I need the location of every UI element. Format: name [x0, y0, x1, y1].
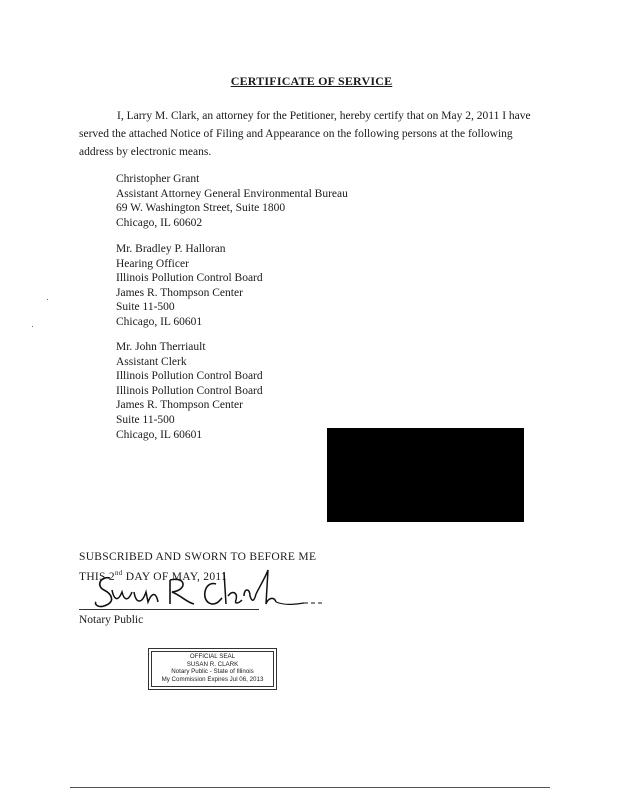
seal-line: OFFICIAL SEAL — [189, 653, 236, 660]
address-line: Illinois Pollution Control Board — [116, 370, 263, 383]
address-line: 69 W. Washington Street, Suite 1800 — [116, 202, 286, 215]
recipient-block-1 — [116, 172, 348, 230]
sworn-date-ordinal: nd — [114, 569, 123, 577]
seal-inner-border — [151, 651, 274, 687]
address-line: James R. Thompson Center — [116, 286, 243, 299]
page-bottom-rule — [70, 787, 550, 788]
scan-speck — [32, 326, 33, 327]
address-line: Assistant Attorney General Environmental Bureau — [116, 187, 348, 200]
redaction-block — [327, 428, 524, 522]
address-line: Suite 11-500 — [116, 301, 175, 314]
address-line: Assistant Clerk — [116, 355, 187, 368]
scan-speck — [47, 299, 48, 300]
seal-line: Notary Public - State of Illinois — [171, 668, 254, 676]
address-line: Mr. John Therriault — [116, 341, 206, 353]
address-line: Illinois Pollution Control Board — [116, 384, 263, 397]
address-line: Chicago, IL 60601 — [116, 315, 203, 328]
recipient-block-2 — [116, 242, 263, 330]
recipient-block-3 — [116, 340, 263, 442]
signature-line — [79, 609, 259, 610]
address-line: Hearing Officer — [116, 257, 189, 270]
address-line: Chicago, IL 60602 — [116, 216, 203, 229]
official-seal-stamp — [148, 648, 277, 690]
address-line: James R. Thompson Center — [116, 399, 243, 412]
sworn-date-prefix: THIS 2 — [79, 570, 115, 583]
address-line: Suite 11-500 — [116, 413, 175, 426]
seal-line: SUSAN R. CLARK — [186, 660, 239, 668]
address-line: Mr. Bradley P. Halloran — [116, 243, 226, 255]
address-line: Christopher Grant — [116, 173, 200, 185]
seal-line: My Commission Expires Jul 06, 2013 — [161, 675, 264, 683]
certification-paragraph: I, Larry M. Clark, an attorney for the Petitioner, hereby certify that on May 2, 2011 I have served the attached Notice of Filing and Appearance on the following persons at the following address by electronic means. — [79, 110, 531, 158]
notary-label: Notary Public — [79, 614, 144, 626]
address-line: Illinois Pollution Control Board — [116, 272, 263, 285]
address-line: Chicago, IL 60601 — [116, 428, 203, 441]
document-title: CERTIFICATE OF SERVICE — [230, 74, 393, 88]
sworn-line-1: SUBSCRIBED AND SWORN TO BEFORE ME — [79, 551, 317, 563]
sworn-date-suffix: DAY OF MAY, 2011 — [122, 570, 228, 583]
